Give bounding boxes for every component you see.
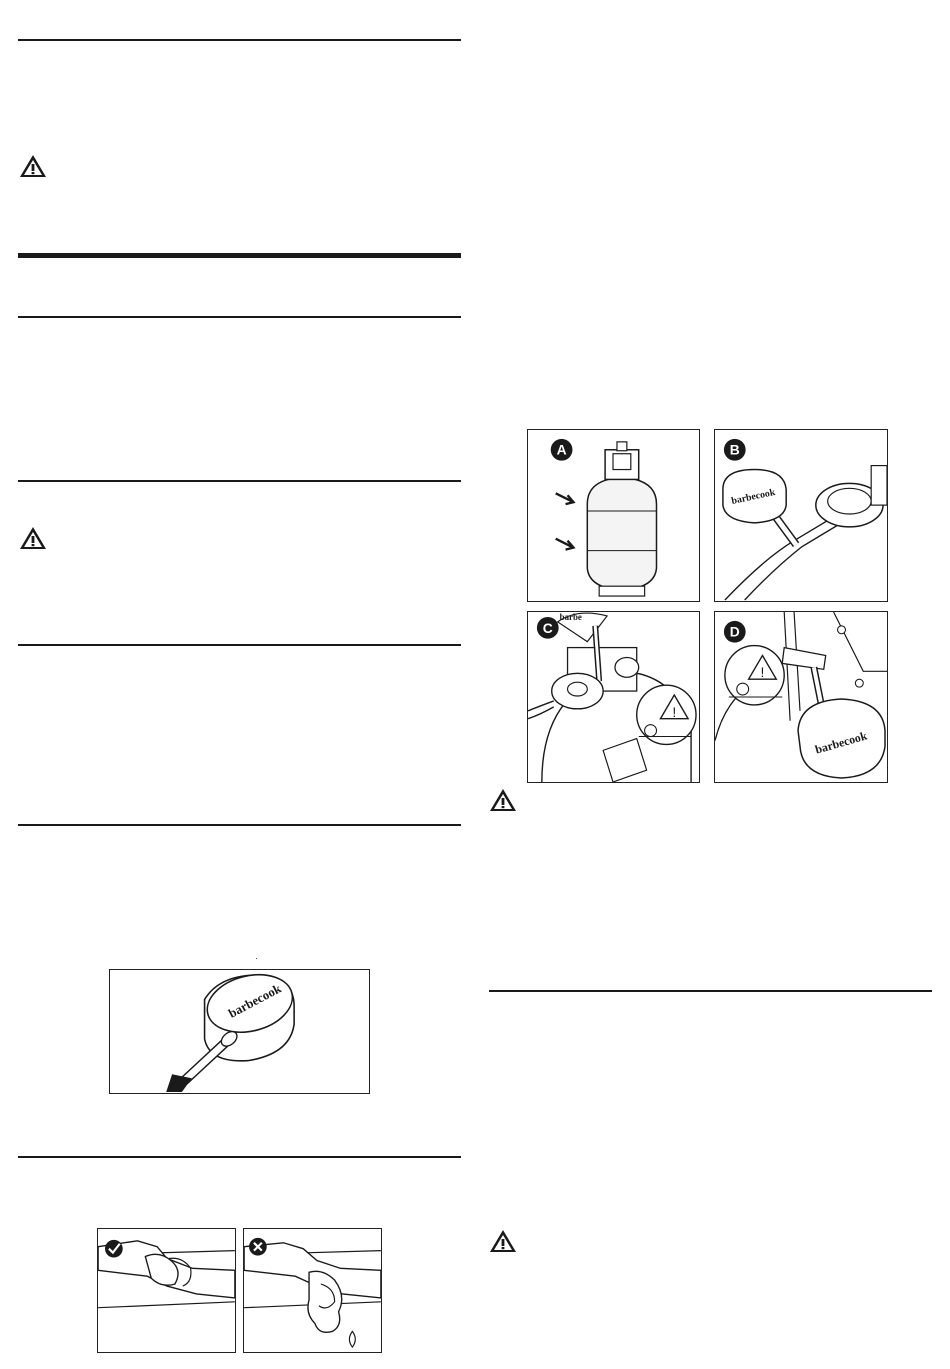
warning-triangle-icon xyxy=(489,788,517,812)
panel-c-badge: C xyxy=(542,619,553,636)
brush-figure xyxy=(109,969,370,1094)
panel-c xyxy=(527,611,700,783)
panel-c-brand: barbe xyxy=(559,612,582,622)
panel-b xyxy=(714,429,888,602)
svg-text:!: ! xyxy=(672,703,677,720)
section-rule-3 xyxy=(18,480,461,482)
warning-triangle-icon xyxy=(19,526,47,550)
panel-a-badge: A xyxy=(556,441,567,458)
warning-triangle-icon xyxy=(19,154,47,178)
section-rule-4 xyxy=(18,644,461,646)
section-rule-7 xyxy=(489,990,932,992)
section-rule-1 xyxy=(18,39,461,41)
chapter-rule xyxy=(18,253,461,258)
section-rule-2 xyxy=(18,316,461,318)
panel-d-brand: barbecook xyxy=(813,728,869,757)
hose-ok-figure xyxy=(97,1228,236,1353)
panel-b-brand: barbecook xyxy=(730,486,777,507)
stray-dot xyxy=(256,958,257,959)
panel-d-badge: D xyxy=(729,623,740,640)
svg-text:!: ! xyxy=(760,664,765,681)
warning-triangle-icon xyxy=(489,1229,517,1253)
section-rule-5 xyxy=(18,824,461,826)
hose-bad-figure xyxy=(243,1228,382,1353)
brand-label: barbecook xyxy=(226,981,284,1021)
panel-b-badge: B xyxy=(729,441,740,458)
panel-a xyxy=(527,429,700,602)
panel-d xyxy=(714,611,888,783)
section-rule-6 xyxy=(18,1156,461,1158)
